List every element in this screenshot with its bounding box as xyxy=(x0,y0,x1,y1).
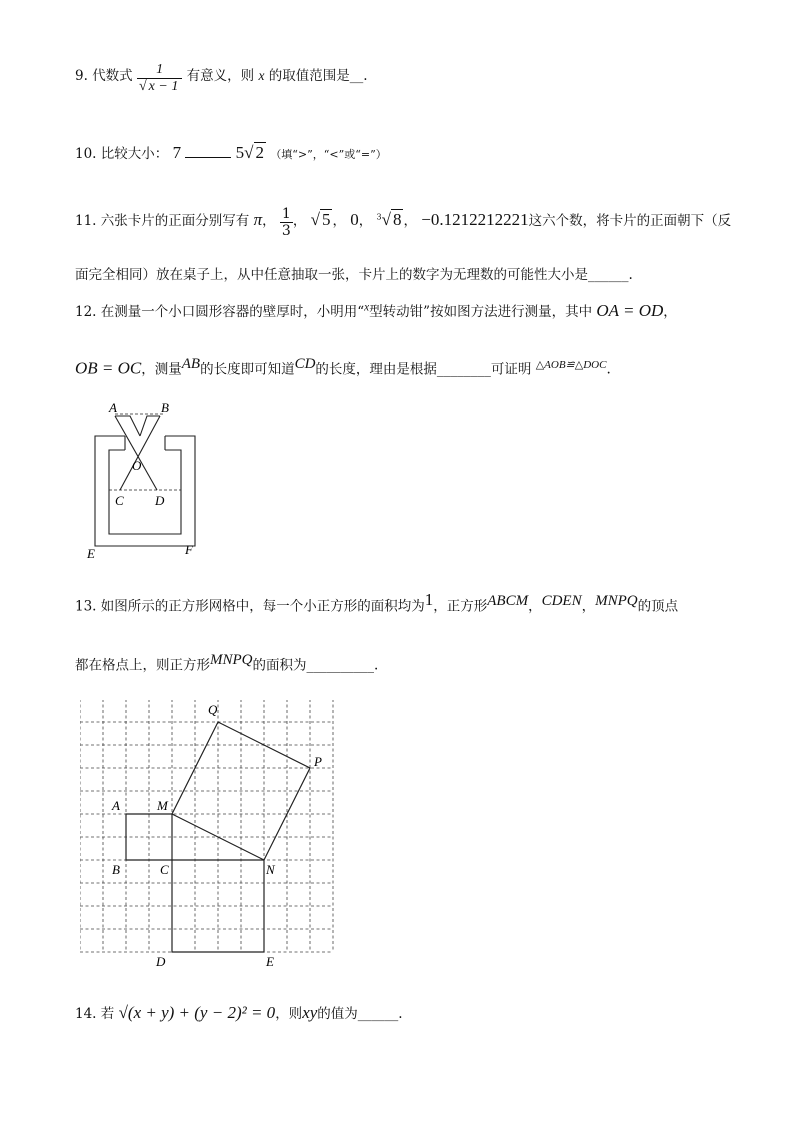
q9-post: 有意义，则 xyxy=(186,68,255,84)
label-E: E xyxy=(87,546,95,561)
q12-line1-mid: 型转动钳”按如图方法进行测量，其中 xyxy=(369,304,593,320)
q13-line2-post: 的面积为__________. xyxy=(252,657,379,674)
label-A: A xyxy=(109,400,117,415)
q11-pi: π xyxy=(253,210,263,229)
label-B: B xyxy=(161,400,169,415)
grid-label-D: D xyxy=(156,954,166,969)
question-12-line2 xyxy=(75,356,611,379)
grid-label-Q: Q xyxy=(208,702,218,717)
q13-s3: MNPQ xyxy=(595,593,638,609)
q12-line2-c: 的长度，理由是根据________可证明 xyxy=(315,361,532,378)
q9-frac-den: x − 1 xyxy=(148,79,179,94)
q12-comma: ， xyxy=(663,304,677,320)
label-D: D xyxy=(155,493,165,508)
q12-tri: △AOB≌△DOC xyxy=(535,359,607,371)
q12-line1-prefix: 12. 在测量一个小口圆形容器的壁厚时，小明用“ xyxy=(75,304,365,320)
q12-figure xyxy=(85,398,215,563)
arm-B-C xyxy=(120,416,160,490)
q13-grid-figure xyxy=(80,700,350,970)
q11-sqrt5: 5 xyxy=(321,210,331,229)
q10-right: 5 xyxy=(235,143,245,162)
label-O: O xyxy=(132,458,142,473)
grid-label-B: B xyxy=(112,862,120,877)
q11-cbrt-val: 8 xyxy=(392,210,402,229)
q11-line1-post: 这六个数，将卡片的正面朝下（反 xyxy=(528,213,732,229)
q12-eq1: OA = OD xyxy=(596,301,664,320)
q13-one: 1 xyxy=(424,590,434,609)
q13-s1: ABCM xyxy=(487,593,529,609)
grid-label-N: N xyxy=(266,862,275,877)
q13-line1-mid: ，正方形 xyxy=(433,598,488,615)
question-11-line1: 11. 六张卡片的正面分别写有 π， $\frac{1}{3}$ ， √ 5 ， 0， $^3$√ 8 ， −0.1212212221这六个数，将卡片的正面朝下（反 xyxy=(75,206,732,239)
grid-label-P: P xyxy=(314,754,322,769)
q12-eq2: OB = OC xyxy=(75,358,142,378)
container-inner xyxy=(109,450,181,534)
q14-number: 14. xyxy=(75,1006,97,1022)
question-14 xyxy=(75,1002,403,1023)
q11-line2: 面完全相同）放在桌子上，从中任意抽取一张，卡片上的数字为无理数的可能性大小是______. xyxy=(75,267,633,283)
q14-post: ，则 xyxy=(275,1006,303,1022)
q10-hint: （填“>”，“<”或“=”） xyxy=(270,148,387,161)
q12-cd: CD xyxy=(294,356,316,372)
grid-label-E: E xyxy=(266,954,274,969)
q11-third-den: 3 xyxy=(281,223,291,239)
q11-decimal: −0.1212212221 xyxy=(421,210,529,229)
q9-frac-num: 1 xyxy=(156,62,164,77)
container-outer xyxy=(95,436,195,546)
q11-cbrt-index: 3 xyxy=(376,212,382,222)
q10-rad: 2 xyxy=(255,143,265,162)
grid-label-M: M xyxy=(157,798,168,813)
q10-number: 10. xyxy=(75,146,97,162)
q14-xy: xy xyxy=(302,1003,318,1022)
q13-sep1: ， xyxy=(528,598,542,615)
q13-s2: CDEN xyxy=(541,593,582,609)
q12-x: x xyxy=(364,301,370,314)
q13-sep2: ， xyxy=(581,598,596,615)
q11-line1-prefix: 11. 六张卡片的正面分别写有 xyxy=(75,213,250,229)
q11-zero: 0 xyxy=(350,210,359,229)
q13-s4: MNPQ xyxy=(210,652,253,668)
question-12-line1 xyxy=(75,300,677,321)
question-13-line1 xyxy=(75,590,678,615)
grid-label-C: C xyxy=(160,862,169,877)
q9-var: x xyxy=(258,68,265,83)
q14-expr: √(x + y) + (y − 2)² = 0 xyxy=(118,1003,276,1022)
q13-line1-prefix: 13. 如图所示的正方形网格中，每一个小正方形的面积均为 xyxy=(75,598,425,615)
q9-fraction: $\frac{1}{√ x - 1}$ xyxy=(137,62,182,95)
question-13-line2 xyxy=(75,652,378,674)
q9-prefix: 代数式 xyxy=(92,68,133,84)
q14-prefix: 若 xyxy=(100,1006,115,1022)
q12-ab: AB xyxy=(181,356,201,372)
q13-line1-post: 的顶点 xyxy=(637,598,679,615)
question-11-line2 xyxy=(75,263,633,283)
q9-number: 9. xyxy=(75,68,88,84)
q13-line2-prefix: 都在格点上，则正方形 xyxy=(75,657,210,674)
grid-label-A: A xyxy=(112,798,120,813)
q9-post2: 的取值范围是__. xyxy=(268,68,368,84)
q10-left: 7 xyxy=(172,143,182,162)
q14-post2: 的值为______. xyxy=(317,1006,403,1022)
question-9 xyxy=(75,62,368,95)
q10-blank xyxy=(185,145,231,158)
label-F: F xyxy=(185,542,193,557)
q12-line2-a: ，测量 xyxy=(141,361,182,378)
q10-text: 比较大小： xyxy=(100,146,169,162)
q12-line2-b: 的长度即可知道 xyxy=(200,361,295,378)
question-10: 10. 比较大小： 7 5√ 2 （填“>”，“<”或“=”） xyxy=(75,143,387,162)
q12-period: . xyxy=(606,361,611,378)
label-C: C xyxy=(115,493,124,508)
q11-third xyxy=(280,206,293,239)
q11-third-num: 1 xyxy=(281,206,291,222)
